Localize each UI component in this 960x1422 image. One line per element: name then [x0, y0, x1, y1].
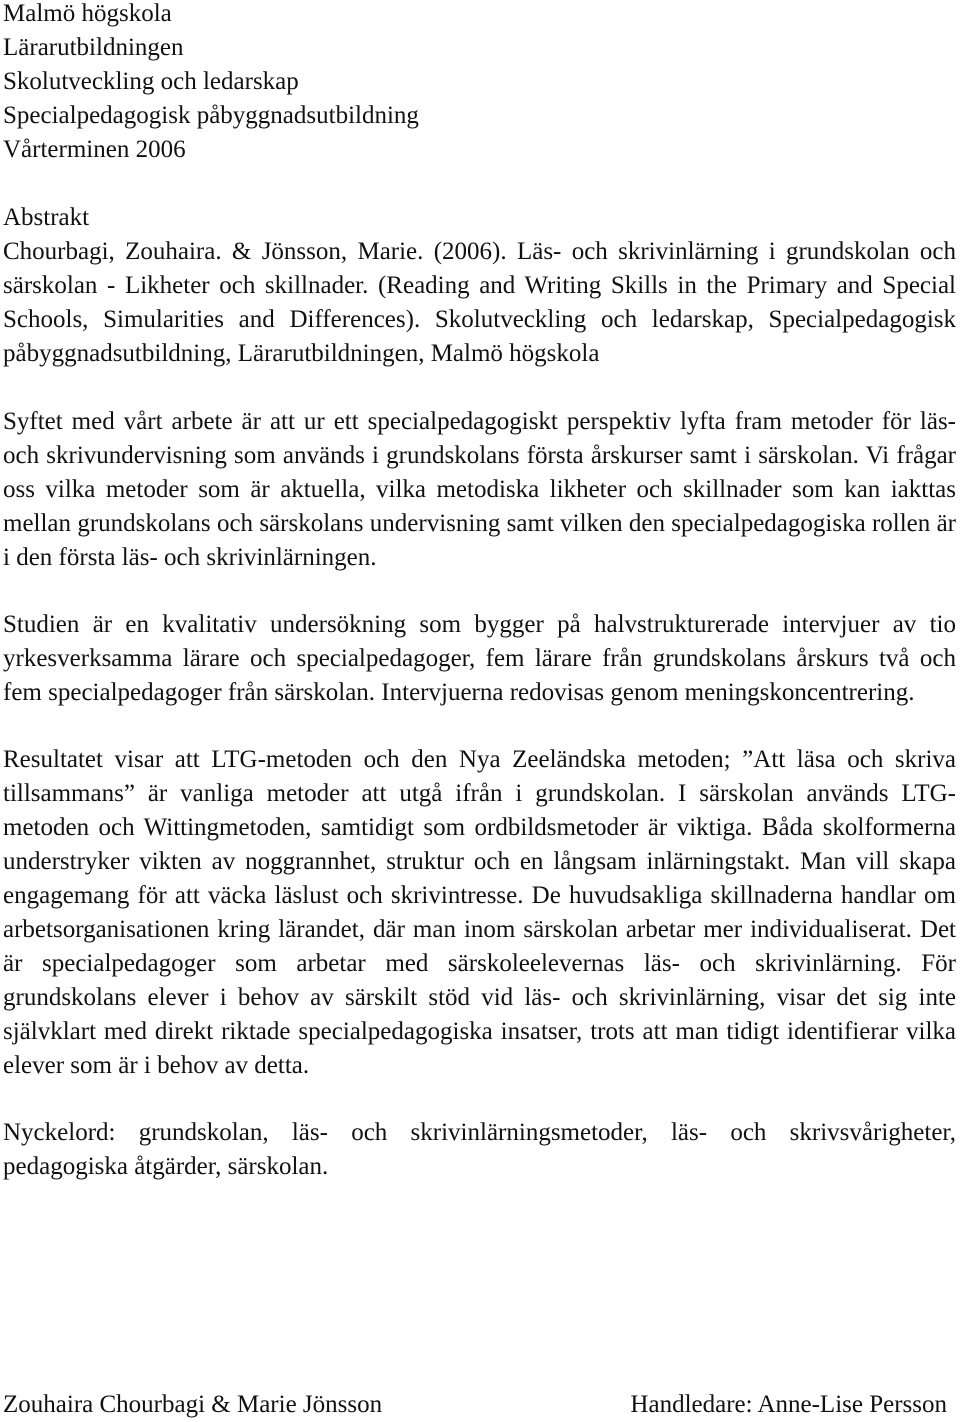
supervisor: Handledare: Anne-Lise Persson [630, 1391, 947, 1418]
program-name: Specialpedagogisk påbyggnadsutbildning [3, 102, 419, 129]
institution-name: Malmö högskola [3, 0, 172, 27]
abstract-paragraph-results: Resultatet visar att LTG-metoden och den Nya Zeeländska metoden; ”Att läsa och skriva tillsammans” är vanliga metoder att utgå ifrån i grundskolan. I särskolan används LTG-metoden och Wittingmetoden, samtidigt som ordbildsmetoder är viktiga. Båda skolformerna understryker vikten av noggrannhet, struktur och en långsam inlärningstakt. Man vill skapa engagemang för att väcka läslust och skrivintresse. De huvudsakliga skillnaderna handlar om arbetsorganisationen kring lärandet, där man inom särskolan arbetar mer individualiserat. Det är specialpedagoger som arbetar med särskoleelevernas läs- och skrivinlärning. För grundskolans elever i behov av särskilt stöd vid läs- och skrivinlärning, visar det sig inte självklart med direkt riktade specialpedagogiska insatser, trots att man tidigt identifierar vilka elever som är i behov av detta. [3, 746, 956, 1079]
program-area: Skolutveckling och ledarskap [3, 68, 299, 95]
abstract-heading: Abstrakt [3, 204, 90, 231]
abstract-paragraph-method: Studien är en kvalitativ undersökning som bygger på halvstrukturerade intervjuer av tio yrkesverksamma lärare och specialpedagoger, fem lärare från grundskolans årskurs två och fem specialpedagoger från särskolan. Intervjuerna redovisas genom meningskoncentrering. [3, 611, 956, 706]
term: Vårterminen 2006 [3, 136, 186, 163]
abstract-citation: Chourbagi, Zouhaira. & Jönsson, Marie. (2006). Läs- och skrivinlärning i grundskolan och särskolan - Likheter och skillnader. (Reading and Writing Skills in the Primary and Special Schools, Simularities and Differences). Skolutveckling och ledarskap, Specialpedagogisk påbyggnadsutbildning, Lärarutbildningen, Malmö högskola [3, 238, 956, 367]
authors: Zouhaira Chourbagi & Marie Jönsson [3, 1391, 383, 1418]
document-page [3, 0, 956, 1184]
footer [3, 1388, 953, 1422]
keywords: Nyckelord: grundskolan, läs- och skrivinlärningsmetoder, läs- och skrivsvårigheter, pedagogiska åtgärder, särskolan. [3, 1119, 956, 1180]
spacer [3, 575, 956, 608]
spacer [3, 371, 956, 405]
spacer [3, 167, 956, 201]
spacer [3, 1083, 956, 1116]
spacer [3, 710, 956, 743]
abstract-paragraph-purpose: Syftet med vårt arbete är att ur ett specialpedagogiskt perspektiv lyfta fram metoder för läs- och skrivundervisning som används i grundskolans första årskurser samt i särskolan. Vi frågar oss vilka metoder som är aktuella, vilka metodiska likheter och skillnader som kan iakttas mellan grundskolans och särskolans undervisning samt vilken den specialpedagogiska rollen är i den första läs- och skrivinlärningen. [3, 408, 956, 571]
department-name: Lärarutbildningen [3, 34, 184, 61]
